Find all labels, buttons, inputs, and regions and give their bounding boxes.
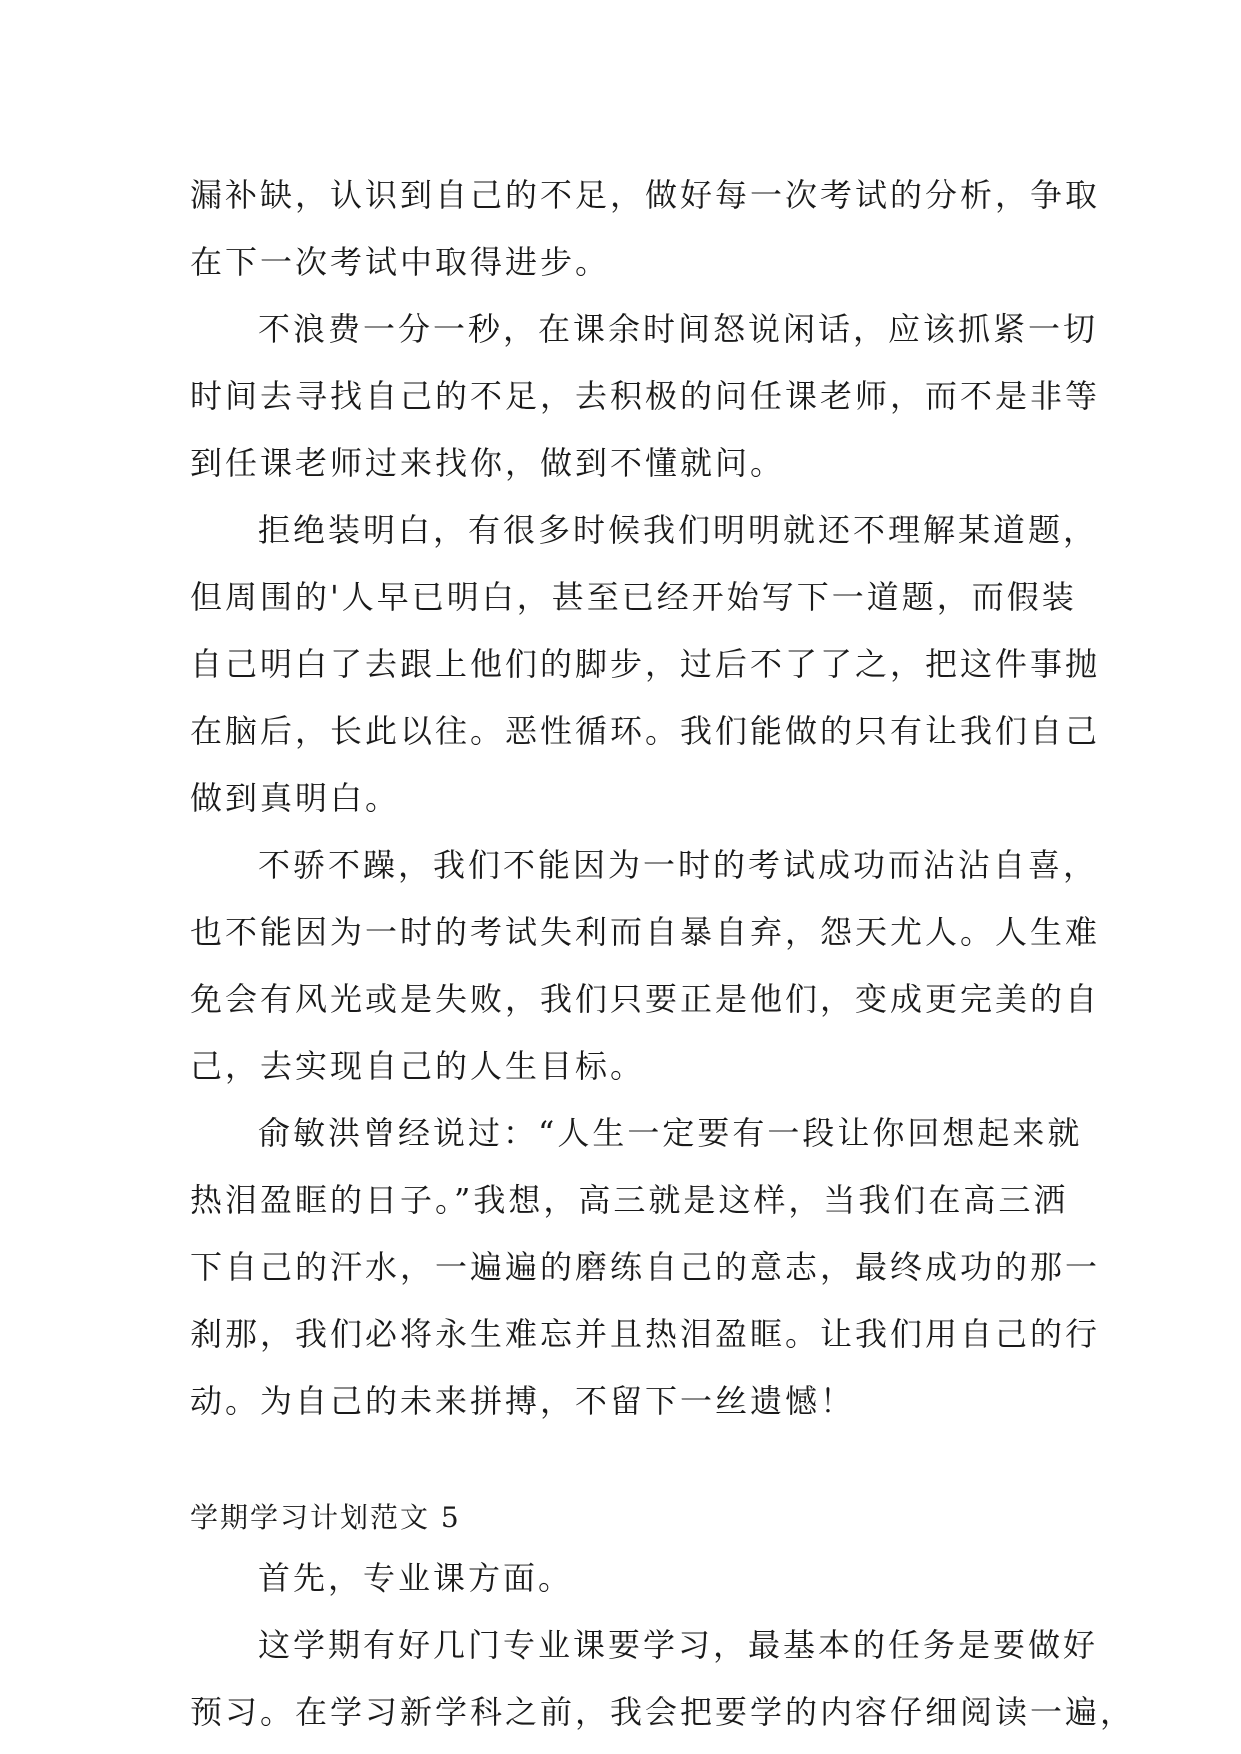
- document-page: [190, 162, 1136, 1746]
- text-line: 己，去实现自己的人生目标。: [190, 1047, 646, 1085]
- text-line: 到任课老师过来找你，做到不懂就问。: [190, 444, 786, 482]
- text-line: 自己明白了去跟上他们的脚步，过后不了了之，把这件事抛: [190, 645, 1101, 683]
- text-line: 时间去寻找自己的不足，去积极的问任课老师，而不是非等: [190, 377, 1101, 415]
- text-line: 预习。在学习新学科之前，我会把要学的内容仔细阅读一遍，: [190, 1693, 1136, 1731]
- text-line: 在脑后，长此以往。恶性循环。我们能做的只有让我们自己: [190, 712, 1101, 750]
- text-line: 动。为自己的未来拼搏，不留下一丝遗憾！: [190, 1382, 856, 1420]
- paragraph-start: 拒绝装明白，有很多时候我们明明就还不理解某道题，: [258, 511, 1099, 549]
- text-line: 漏补缺，认识到自己的不足，做好每一次考试的分析，争取: [190, 176, 1101, 214]
- text-line: 热泪盈眶的日子。”我想，高三就是这样，当我们在高三洒: [190, 1181, 1069, 1219]
- paragraph-start: 这学期有好几门专业课要学习，最基本的任务是要做好: [258, 1626, 1099, 1664]
- text-line: 但周围的'人早已明白，甚至已经开始写下一道题，而假装: [190, 578, 1077, 616]
- paragraph-start: 俞敏洪曾经说过：“人生一定要有一段让你回想起来就: [258, 1114, 1083, 1152]
- text-line: 做到真明白。: [190, 779, 401, 817]
- text-line: 在下一次考试中取得进步。: [190, 243, 611, 281]
- text-line: 刹那，我们必将永生难忘并且热泪盈眶。让我们用自己的行: [190, 1315, 1101, 1353]
- section-title: 学期学习计划范文 5: [190, 1501, 461, 1534]
- section-gap: [190, 1435, 1060, 1490]
- paragraph-start: 不骄不躁，我们不能因为一时的考试成功而沾沾自喜，: [258, 846, 1099, 884]
- text-line: 下自己的汗水，一遍遍的磨练自己的意志，最终成功的那一: [190, 1248, 1101, 1286]
- text-line: 免会有风光或是失败，我们只要正是他们，变成更完美的自: [190, 980, 1101, 1018]
- text-line: 也不能因为一时的考试失利而自暴自弃，怨天尤人。人生难: [190, 913, 1101, 951]
- paragraph-start: 首先，专业课方面。: [258, 1559, 574, 1597]
- paragraph-start: 不浪费一分一秒，在课余时间怒说闲话，应该抓紧一切: [258, 310, 1099, 348]
